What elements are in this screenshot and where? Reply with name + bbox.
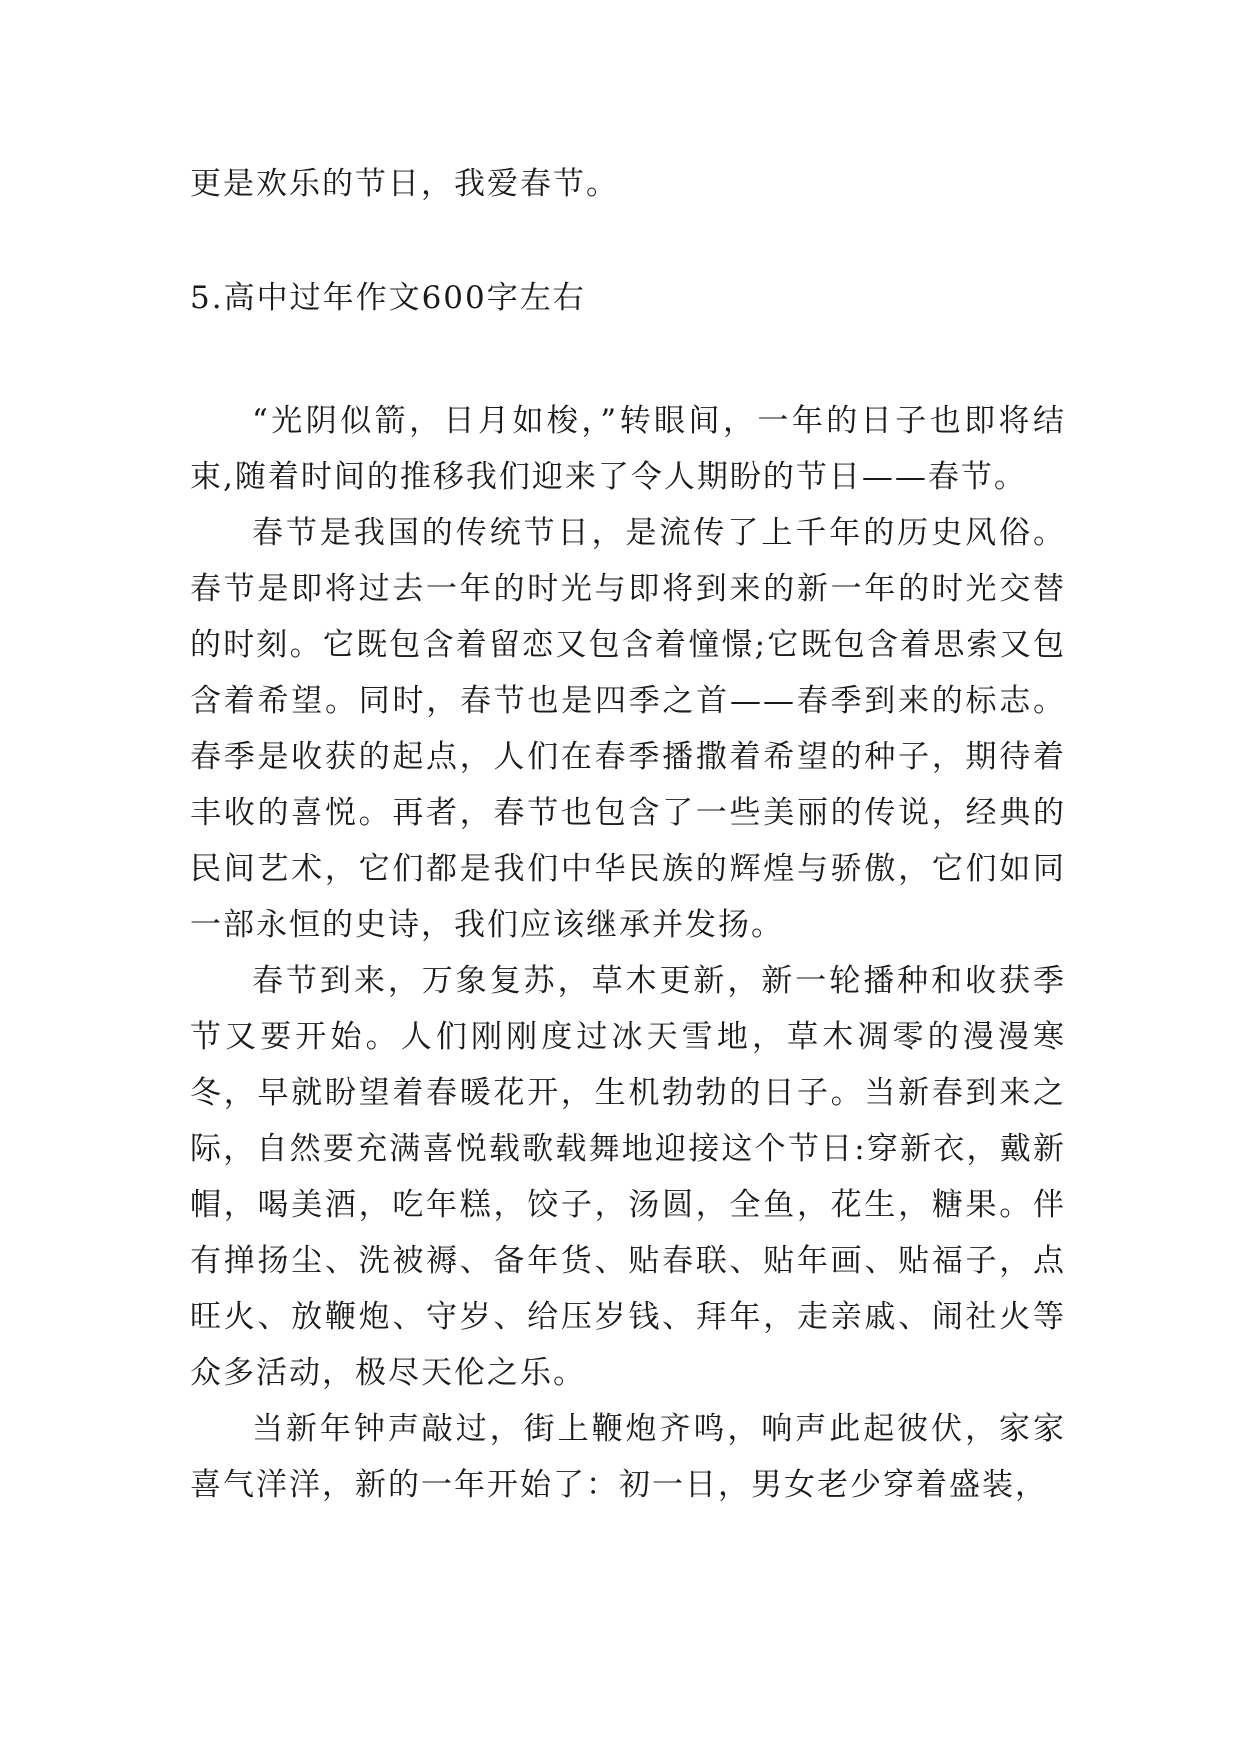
paragraph: 春节是我国的传统节日，是流传了上千年的历史风俗。春节是即将过去一年的时光与即将到来的新一年的时光交替的时刻。它既包含着留恋又包含着憧憬;它既包含着思索又包含着希望。同时，春节也是四季之首——春季到来的标志。春季是收获的起点，人们在春季播撒着希望的种子，期待着丰收的喜悦。再者，春节也包含了一些美丽的传说，经典的民间艺术，它们都是我们中华民族的辉煌与骄傲，它们如同一部永恒的史诗，我们应该继承并发扬。 (190, 515, 1066, 943)
paragraph: 当新年钟声敲过，街上鞭炮齐鸣，响声此起彼伏，家家喜气洋洋，新的一年开始了：初一日，男女老少穿着盛装， (190, 1411, 1066, 1503)
paragraph: “光阴似箭，日月如梭，”转眼间，一年的日子也即将结束,随着时间的推移我们迎来了令人期盼的节日——春节。 (190, 403, 1066, 495)
article-body (190, 393, 1066, 1513)
section-heading: 5.高中过年作文600字左右 (190, 280, 586, 316)
intro-line: 更是欢乐的节日，我爱春节。 (190, 166, 619, 202)
paragraph: 春节到来，万象复苏，草木更新，新一轮播种和收获季节又要开始。人们刚刚度过冰天雪地，草木凋零的漫漫寒冬，早就盼望着春暖花开，生机勃勃的日子。当新春到来之际，自然要充满喜悦载歌载舞地迎接这个节日:穿新衣，戴新帽，喝美酒，吃年糕，饺子，汤圆，全鱼，花生，糖果。伴有掸扬尘、洗被褥、备年货、贴春联、贴年画、贴福子，点旺火、放鞭炮、守岁、给压岁钱、拜年，走亲戚、闹社火等众多活动，极尽天伦之乐。 (190, 963, 1066, 1391)
